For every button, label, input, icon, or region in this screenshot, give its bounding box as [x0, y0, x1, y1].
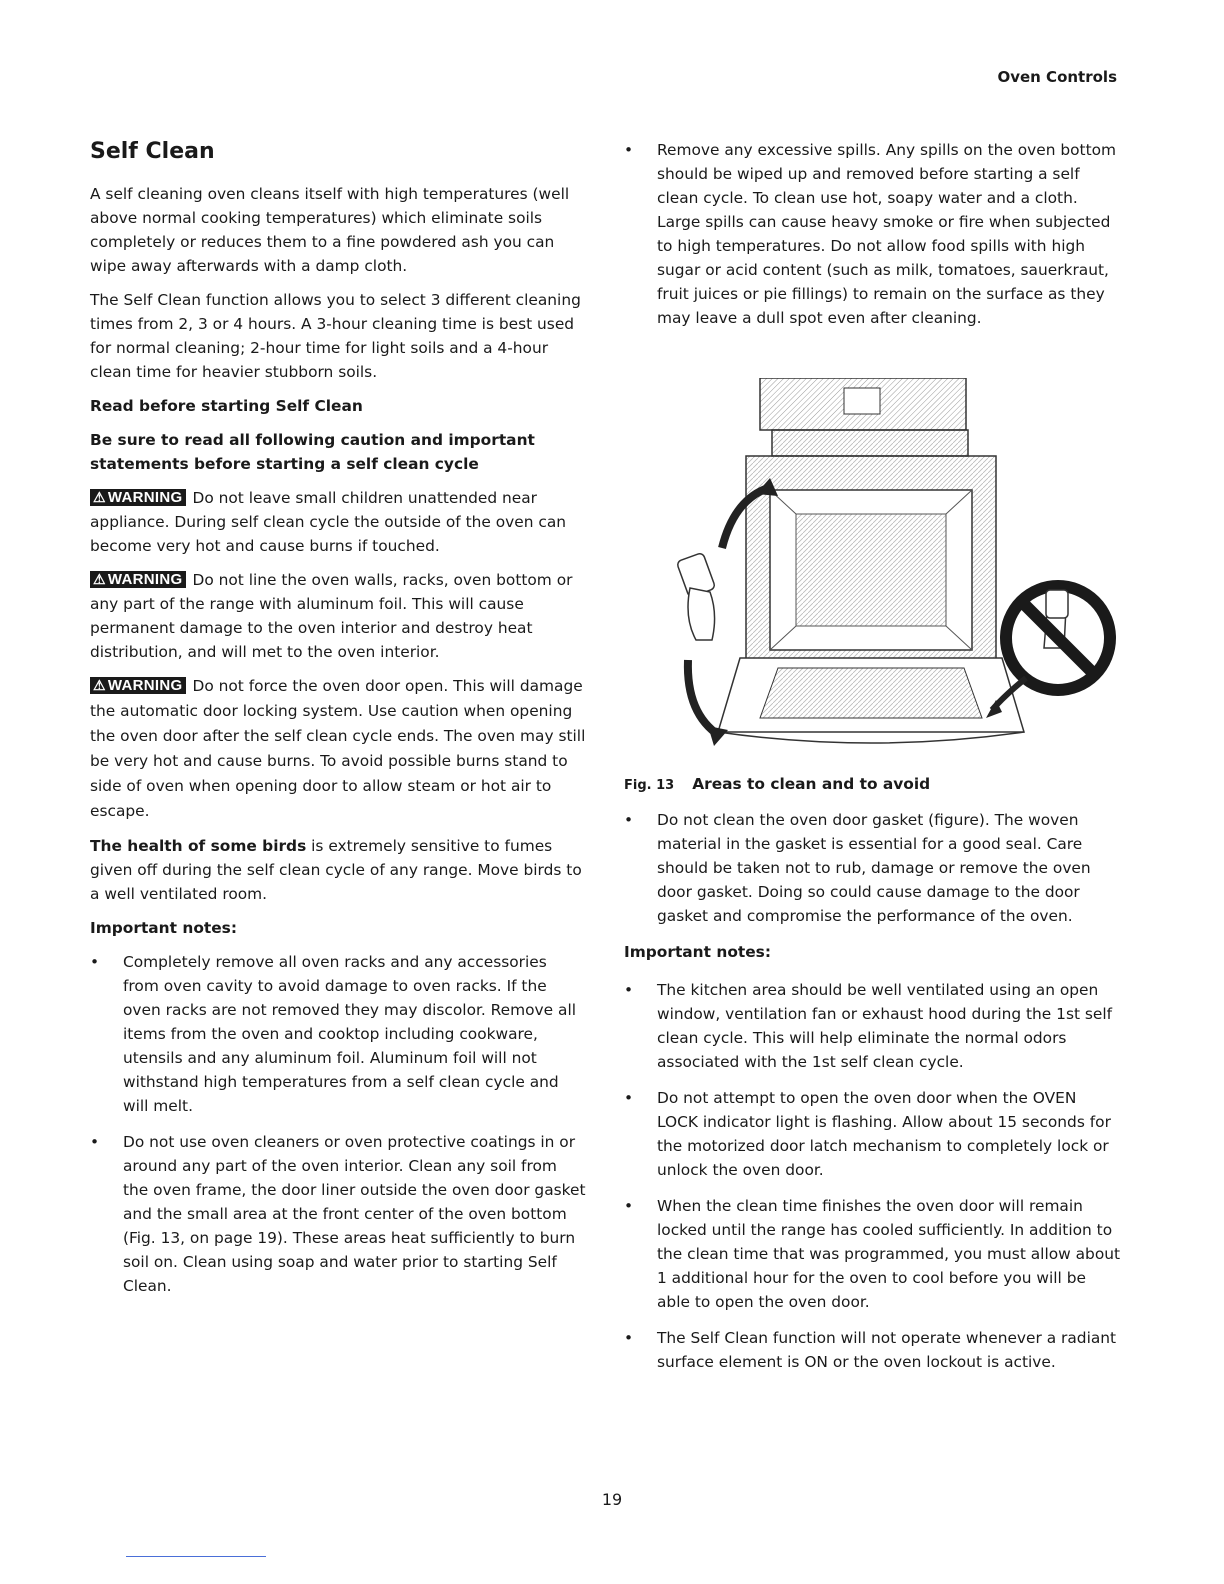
warning-2-text: Do not line the oven walls, racks, oven bottom or any part of the range with aluminum foil. This will cause permanent damage to the oven interior and destroy heat distribution, and will met to the oven interior.: [90, 571, 573, 661]
warning-badge: [90, 571, 186, 588]
door-window: [760, 668, 982, 718]
warning-triangle-icon: ⚠: [93, 677, 106, 693]
list-item: • The Self Clean function will not operate whenever a radiant surface element is ON or the oven lockout is active.: [624, 1326, 1122, 1374]
warning-label: WARNING: [107, 677, 183, 694]
warning-badge: [90, 489, 186, 506]
left-column: [90, 138, 586, 1310]
right-column: [624, 138, 1122, 1386]
bullet-icon: •: [624, 981, 634, 999]
warning-3-text: Do not force the oven door open. This will damage the automatic door locking system. Use caution when opening the oven door after the self clean cycle ends. The oven may still be very hot and cause burns. To avoid possible burns stand to side of oven when opening door to allow steam or hot air to escape.: [90, 677, 586, 820]
warning-1: [90, 486, 586, 558]
warning-1-text: Do not leave small children unattended near appliance. During self clean cycle the outside of the oven can become very hot and cause burns if touched.: [90, 489, 567, 555]
list-item: • Completely remove all oven racks and any accessories from oven cavity to avoid damage to oven racks. If the oven racks are not removed they may discolor. Remove all items from the oven and cooktop including cookware, utensils and any aluminum foil. Aluminum foil will not withstand high temperatures from a self clean cycle and will melt.: [90, 950, 586, 1118]
bullet-icon: •: [90, 1133, 100, 1151]
left-notes-list: [90, 950, 586, 1298]
figure-caption-text: Areas to clean and to avoid: [692, 775, 931, 793]
warning-triangle-icon: ⚠: [93, 571, 106, 587]
footer-divider: [126, 1556, 266, 1557]
birds-bold: The health of some birds: [90, 837, 307, 855]
arrow-down-icon: [688, 660, 720, 736]
birds-paragraph: [90, 834, 586, 906]
control-display: [844, 388, 880, 414]
section-header: Oven Controls: [997, 68, 1117, 86]
warning-label: WARNING: [107, 489, 183, 506]
hand-sponge-icon: [676, 552, 715, 640]
warning-label: WARNING: [107, 571, 183, 588]
right-top-list: [624, 138, 1122, 330]
bullet-icon: •: [624, 141, 634, 159]
list-item: • Do not clean the oven door gasket (figure). The woven material in the gasket is essential for a good seal. Care should be taken not to rub, damage or remove the oven door gasket. Doing so could cause damage to the door gasket and compromise the performance of the oven.: [624, 808, 1122, 928]
gasket-list: [624, 808, 1122, 928]
list-item: • When the clean time finishes the oven door will remain locked until the range has cooled sufficiently. In addition to the clean time that was programmed, you must allow about 1 additional hour for the oven to cool before you will be able to open the oven door.: [624, 1194, 1122, 1314]
figure-number: Fig. 13: [624, 778, 675, 793]
bullet-icon: •: [624, 1197, 634, 1215]
right-notes-list: [624, 978, 1122, 1374]
page-title: Self Clean: [90, 139, 215, 164]
oven-illustration: [648, 378, 1128, 758]
birds-rest: is extremely sensitive to fumes given off during the self clean cycle of any range. Move birds to a well ventilated room.: [90, 837, 582, 903]
figure-caption: [624, 772, 1122, 798]
bullet-icon: •: [624, 1089, 634, 1107]
cooktop: [772, 430, 968, 456]
prohibition-icon: [1006, 586, 1110, 690]
warning-badge: [90, 677, 186, 694]
be-sure-heading: Be sure to read all following caution and important statements before starting a self clean cycle: [90, 431, 535, 473]
list-item: • Do not attempt to open the oven door when the OVEN LOCK indicator light is flashing. Allow about 15 seconds for the motorized door latch mechanism to completely lock or unlock the oven door.: [624, 1086, 1122, 1182]
list-item: • The kitchen area should be well ventilated using an open window, ventilation fan or exhaust hood during the 1st self clean cycle. This will help eliminate the normal odors associated with the 1st self clean cycle.: [624, 978, 1122, 1074]
intro-paragraph: A self cleaning oven cleans itself with high temperatures (well above normal cooking temperatures) which eliminate soils completely or reduces them to a fine powdered ash you can wipe away afterwards with a damp cloth.: [90, 185, 570, 275]
warning-triangle-icon: ⚠: [93, 489, 106, 505]
oven-back-wall: [796, 514, 946, 626]
important-notes-heading: Important notes:: [624, 943, 772, 961]
list-item: • Do not use oven cleaners or oven protective coatings in or around any part of the oven interior. Clean any soil from the oven frame, the door liner outside the oven door gasket and the small area at the front center of the oven bottom (Fig. 13, on page 19). These areas heat sufficiently to burn soil on. Clean using soap and water prior to starting Self Clean.: [90, 1130, 586, 1298]
bullet-icon: •: [90, 953, 100, 971]
oven-figure: [648, 378, 1128, 758]
page-number: 19: [601, 1490, 623, 1509]
bullet-icon: •: [624, 1329, 634, 1347]
important-notes-heading: Important notes:: [90, 919, 238, 937]
warning-3: [90, 674, 586, 824]
times-paragraph: The Self Clean function allows you to select 3 different cleaning times from 2, 3 or 4 hours. A 3-hour cleaning time is best used for normal cleaning; 2-hour time for light soils and a 4-hour clean time for heavier stubborn soils.: [90, 291, 581, 381]
warning-2: [90, 568, 586, 664]
list-item: • Remove any excessive spills. Any spills on the oven bottom should be wiped up and removed before starting a self clean cycle. To clean use hot, soapy water and a cloth. Large spills can cause heavy smoke or fire when subjected to high temperatures. Do not allow food spills with high sugar or acid content (such as milk, tomatoes, sauerkraut, fruit juices or pie fillings) to remain on the surface as they may leave a dull spot even after cleaning.: [624, 138, 1122, 330]
read-before-heading: Read before starting Self Clean: [90, 397, 363, 415]
bullet-icon: •: [624, 811, 634, 829]
